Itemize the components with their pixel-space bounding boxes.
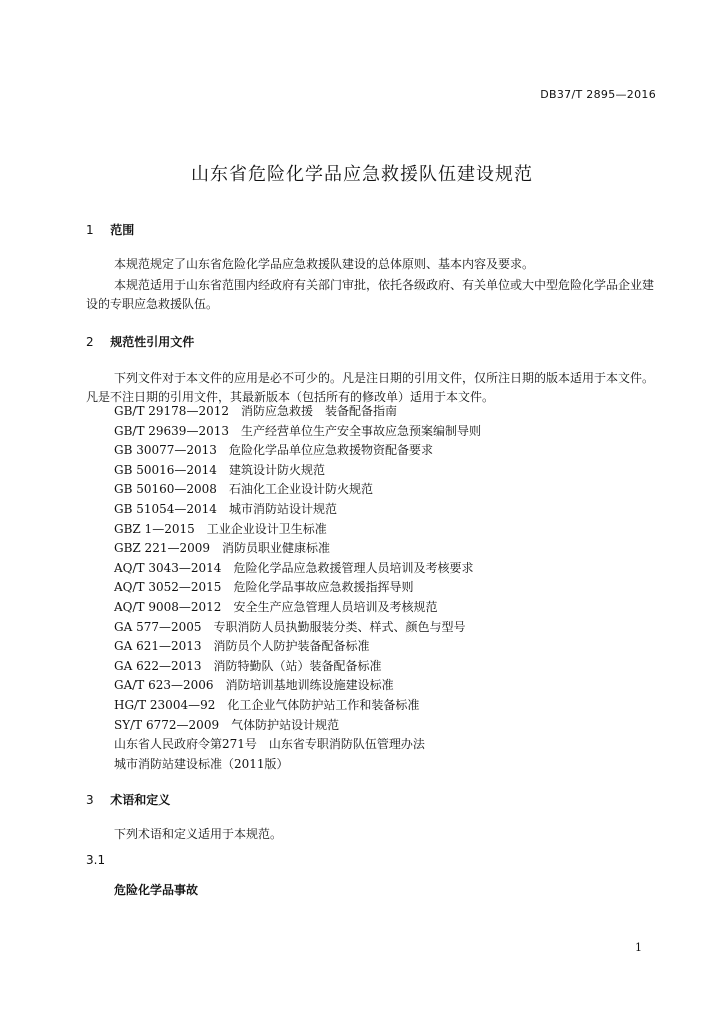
document-title: 山东省危险化学品应急救援队伍建设规范 bbox=[191, 164, 533, 185]
reference-code: GB 30077—2013 bbox=[114, 443, 217, 458]
reference-code: GB 50016—2014 bbox=[114, 462, 217, 477]
paragraph: 下列文件对于本文件的应用是必不可少的。凡是注日期的引用文件，仅所注日期的版本适用于本文件。凡是不注日期的引用文件，其最新版本（包括所有的修改单）适用于本文件。 bbox=[86, 371, 655, 404]
reference-title: 化工企业气体防护站工作和装备标准 bbox=[227, 697, 420, 712]
section-heading-terms-definitions bbox=[86, 791, 170, 808]
reference-code: 山东省人民政府令第271号 bbox=[114, 737, 257, 752]
reference-code: 城市消防站建设标准（2011版） bbox=[114, 756, 289, 771]
reference-code: GA 621—2013 bbox=[114, 639, 202, 654]
section-heading-scope bbox=[86, 221, 134, 238]
reference-title: 消防培训基地训练设施建设标准 bbox=[225, 678, 394, 693]
section-heading-normative-references bbox=[86, 333, 194, 350]
section-title: 术语和定义 bbox=[110, 793, 171, 807]
reference-title: 建筑设计防火规范 bbox=[228, 462, 325, 477]
paragraph: 本规范规定了山东省危险化学品应急救援队建设的总体原则、基本内容及要求。 bbox=[114, 257, 535, 271]
reference-title: 山东省专职消防队伍管理办法 bbox=[268, 737, 425, 752]
reference-code: AQ/T 3043—2014 bbox=[114, 560, 222, 575]
term-heading: 危险化学品事故 bbox=[114, 883, 199, 897]
reference-item bbox=[114, 676, 481, 696]
reference-code: GB 50160—2008 bbox=[114, 482, 217, 497]
reference-code: AQ/T 3052—2015 bbox=[114, 580, 222, 595]
reference-item bbox=[114, 598, 481, 618]
reference-item bbox=[114, 578, 481, 598]
section-title: 范围 bbox=[110, 223, 135, 237]
reference-code: GB 51054—2014 bbox=[114, 501, 217, 516]
reference-title: 安全生产应急管理人员培训及考核规范 bbox=[233, 599, 438, 614]
reference-item bbox=[114, 402, 481, 422]
reference-item bbox=[114, 461, 481, 481]
reference-title: 危险化学品应急救援管理人员培训及考核要求 bbox=[233, 560, 474, 575]
reference-item bbox=[114, 500, 481, 520]
reference-list bbox=[114, 402, 481, 774]
reference-title: 消防特勤队（站）装备配备标准 bbox=[213, 658, 382, 673]
reference-title: 消防员职业健康标准 bbox=[222, 541, 331, 556]
reference-code: HG/T 23004—92 bbox=[114, 697, 216, 712]
reference-item bbox=[114, 735, 481, 755]
reference-title: 危险化学品事故应急救援指挥导则 bbox=[233, 580, 414, 595]
reference-code: GB/T 29178—2012 bbox=[114, 404, 229, 418]
subsection-number: 3.1 bbox=[86, 853, 106, 867]
reference-item bbox=[114, 539, 481, 559]
paragraph: 下列术语和定义适用于本规范。 bbox=[114, 827, 283, 841]
reference-item bbox=[114, 422, 481, 442]
section-title: 规范性引用文件 bbox=[110, 335, 195, 349]
standard-code: DB37/T 2895—2016 bbox=[540, 88, 656, 101]
reference-title: 石油化工企业设计防火规范 bbox=[228, 482, 373, 497]
reference-code: AQ/T 9008—2012 bbox=[114, 599, 222, 614]
reference-title: 工业企业设计卫生标准 bbox=[206, 521, 327, 536]
reference-code: GBZ 221—2009 bbox=[114, 541, 210, 556]
section-number: 1 bbox=[86, 223, 94, 237]
reference-title: 生产经营单位生产安全事故应急预案编制导则 bbox=[240, 423, 481, 438]
paragraph: 本规范适用于山东省范围内经政府有关部门审批，依托各级政府、有关单位或大中型危险化学品企业建设的专职应急救援队伍。 bbox=[86, 278, 655, 311]
reference-title: 专职消防人员执勤服装分类、样式、颜色与型号 bbox=[213, 619, 466, 634]
reference-title: 气体防护站设计规范 bbox=[231, 717, 340, 732]
reference-code: GA/T 623—2006 bbox=[114, 678, 214, 693]
reference-item bbox=[114, 618, 481, 638]
reference-title: 危险化学品单位应急救援物资配备要求 bbox=[228, 443, 433, 458]
reference-code: SY/T 6772—2009 bbox=[114, 717, 220, 732]
section-number: 2 bbox=[86, 335, 94, 349]
reference-title: 消防应急救援 装备配备指南 bbox=[240, 404, 397, 418]
reference-title: 消防员个人防护装备配备标准 bbox=[213, 639, 370, 654]
reference-item bbox=[114, 755, 481, 775]
reference-code: GB/T 29639—2013 bbox=[114, 423, 229, 438]
reference-item bbox=[114, 716, 481, 736]
reference-item bbox=[114, 657, 481, 677]
reference-item bbox=[114, 696, 481, 716]
reference-title: 城市消防站设计规范 bbox=[228, 501, 337, 516]
reference-item bbox=[114, 559, 481, 579]
section-number: 3 bbox=[86, 793, 94, 807]
reference-code: GBZ 1—2015 bbox=[114, 521, 195, 536]
reference-item bbox=[114, 480, 481, 500]
page-number: 1 bbox=[635, 941, 642, 954]
reference-code: GA 622—2013 bbox=[114, 658, 202, 673]
reference-item bbox=[114, 441, 481, 461]
reference-item bbox=[114, 520, 481, 540]
reference-item bbox=[114, 637, 481, 657]
reference-code: GA 577—2005 bbox=[114, 619, 202, 634]
